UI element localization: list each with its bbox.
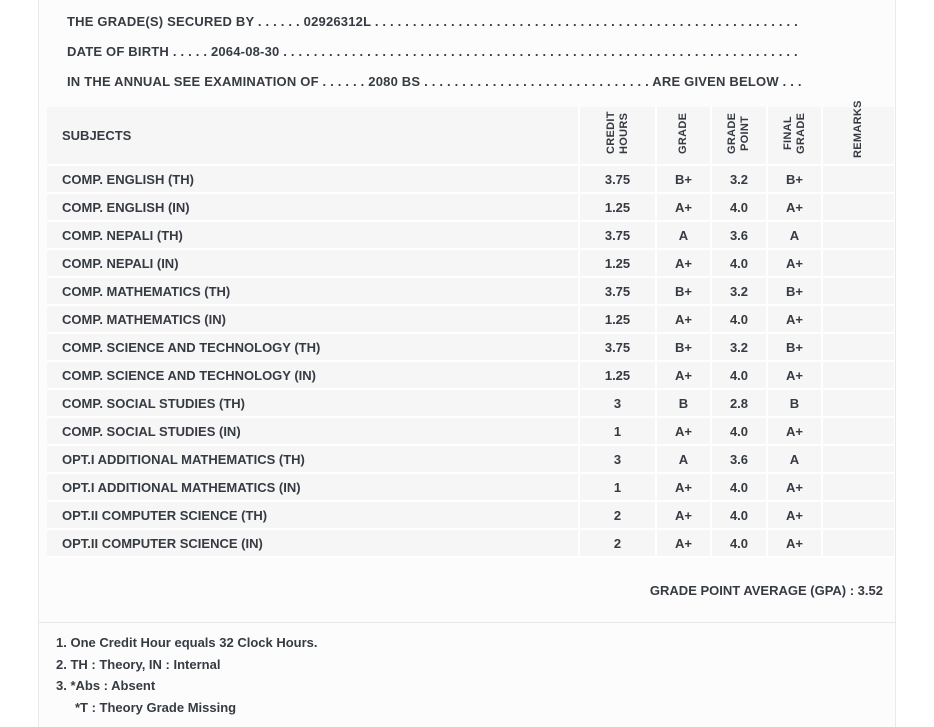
- table-row: [47, 306, 894, 334]
- credit-hours-cell: 3: [580, 446, 657, 474]
- credit-hours-cell: 3.75: [580, 166, 657, 194]
- remarks-cell: [823, 530, 894, 558]
- grade-cell: A: [657, 222, 712, 250]
- credit-hours-cell: 3.75: [580, 334, 657, 362]
- table-row: [47, 446, 894, 474]
- grade-point-cell: 2.8: [712, 390, 768, 418]
- subject-cell: COMP. SCIENCE AND TECHNOLOGY (IN): [47, 362, 580, 390]
- table-row: [47, 418, 894, 446]
- remarks-cell: [823, 418, 894, 446]
- grade-point-cell: 3.2: [712, 166, 768, 194]
- final-grade-cell: A+: [768, 362, 823, 390]
- grade-point-cell: 4.0: [712, 194, 768, 222]
- credit-hours-cell: 3.75: [580, 222, 657, 250]
- grade-cell: A+: [657, 530, 712, 558]
- remarks-cell: [823, 390, 894, 418]
- subject-cell: OPT.II COMPUTER SCIENCE (IN): [47, 530, 580, 558]
- grade-point-cell: 4.0: [712, 362, 768, 390]
- final-grade-cell: B+: [768, 166, 823, 194]
- grade-cell: B+: [657, 278, 712, 306]
- grade-point-cell: 4.0: [712, 250, 768, 278]
- table-header-row: [47, 107, 894, 166]
- credit-hours-cell: 1.25: [580, 362, 657, 390]
- footnote-theory-grade-missing: *T : Theory Grade Missing: [75, 699, 237, 715]
- remarks-cell: [823, 362, 894, 390]
- grade-point-cell: 3.2: [712, 278, 768, 306]
- grade-cell: A: [657, 446, 712, 474]
- final-grade-cell: A+: [768, 306, 823, 334]
- remarks-cell: [823, 306, 894, 334]
- subject-cell: OPT.I ADDITIONAL MATHEMATICS (IN): [47, 474, 580, 502]
- grade-point-cell: 4.0: [712, 530, 768, 558]
- credit-hours-cell: 1.25: [580, 306, 657, 334]
- grade-cell: A+: [657, 194, 712, 222]
- remarks-cell: [823, 502, 894, 530]
- table-row: [47, 390, 894, 418]
- final-grade-cell: A+: [768, 502, 823, 530]
- grade-point-cell: 3.2: [712, 334, 768, 362]
- credit-hours-cell: 1.25: [580, 194, 657, 222]
- grade-point-rotated-label: GRADE POINT: [726, 112, 751, 154]
- subject-cell: COMP. ENGLISH (TH): [47, 166, 580, 194]
- subject-cell: COMP. NEPALI (TH): [47, 222, 580, 250]
- grade-point-cell: 4.0: [712, 306, 768, 334]
- grade-point-cell: 4.0: [712, 474, 768, 502]
- credit-hours-cell: 2: [580, 530, 657, 558]
- credit-hours-cell: 1: [580, 474, 657, 502]
- subject-cell: COMP. MATHEMATICS (IN): [47, 306, 580, 334]
- column-header-grade-point: [712, 107, 768, 166]
- footnotes: [39, 623, 895, 718]
- table-row: [47, 166, 894, 194]
- grade-rotated-label: GRADE: [677, 112, 689, 154]
- table-row: [47, 474, 894, 502]
- remarks-cell: [823, 250, 894, 278]
- table-row: [47, 362, 894, 390]
- column-header-remarks: [823, 100, 894, 166]
- column-header-credit-hours: [580, 107, 657, 166]
- final-grade-cell: B: [768, 390, 823, 418]
- table-row: [47, 222, 894, 250]
- subject-cell: COMP. SOCIAL STUDIES (IN): [47, 418, 580, 446]
- grade-point-cell: 3.6: [712, 222, 768, 250]
- credit-hours-cell: 1: [580, 418, 657, 446]
- credit-hours-cell: 3.75: [580, 278, 657, 306]
- remarks-cell: [823, 222, 894, 250]
- grade-cell: A+: [657, 306, 712, 334]
- grades-table: [47, 100, 894, 558]
- grade-cell: B: [657, 390, 712, 418]
- table-row: [47, 250, 894, 278]
- final-grade-cell: A+: [768, 474, 823, 502]
- table-row: [47, 278, 894, 306]
- grade-cell: A+: [657, 418, 712, 446]
- intro-line-grades-secured-by: THE GRADE(S) SECURED BY . . . . . . 02926312L . . . . . . . . . . . . . . . . . . . . . . . . . . . . . . . . . . . . . . . . . . . . . . . . . . . . . . . .: [67, 14, 798, 29]
- column-header-grade: [657, 107, 712, 166]
- intro-lines: [39, 7, 895, 97]
- final-grade-cell: A+: [768, 418, 823, 446]
- footnote-th-in: 2. TH : Theory, IN : Internal: [56, 656, 221, 672]
- grade-cell: B+: [657, 166, 712, 194]
- subject-cell: COMP. NEPALI (IN): [47, 250, 580, 278]
- remarks-cell: [823, 334, 894, 362]
- subject-cell: OPT.I ADDITIONAL MATHEMATICS (TH): [47, 446, 580, 474]
- subject-cell: COMP. SOCIAL STUDIES (TH): [47, 390, 580, 418]
- final-grade-cell: A+: [768, 250, 823, 278]
- final-grade-cell: A: [768, 222, 823, 250]
- grade-cell: A+: [657, 502, 712, 530]
- final-grade-cell: A+: [768, 530, 823, 558]
- credit-hours-cell: 1.25: [580, 250, 657, 278]
- column-header-subjects: SUBJECTS: [47, 107, 580, 166]
- grade-cell: A+: [657, 362, 712, 390]
- final-grade-cell: A+: [768, 194, 823, 222]
- subject-cell: COMP. SCIENCE AND TECHNOLOGY (TH): [47, 334, 580, 362]
- footnote-credit-hour: 1. One Credit Hour equals 32 Clock Hours.: [56, 635, 318, 650]
- grade-cell: A+: [657, 474, 712, 502]
- credit-hours-cell: 2: [580, 502, 657, 530]
- final-grade-cell: A: [768, 446, 823, 474]
- subject-cell: COMP. ENGLISH (IN): [47, 194, 580, 222]
- remarks-rotated-label: REMARKS: [852, 100, 864, 158]
- final-grade-cell: B+: [768, 334, 823, 362]
- footnote-abs: 3. *Abs : Absent: [56, 678, 156, 693]
- intro-line-examination-year: IN THE ANNUAL SEE EXAMINATION OF . . . . . . 2080 BS . . . . . . . . . . . . . . . . . . . . . . . . . . . . . . ARE GIVEN BELOW . . .: [67, 74, 802, 89]
- subject-cell: COMP. MATHEMATICS (TH): [47, 278, 580, 306]
- table-row: [47, 194, 894, 222]
- column-header-final-grade: [768, 107, 823, 166]
- grade-sheet-panel: [38, 0, 896, 727]
- table-row: [47, 502, 894, 530]
- remarks-cell: [823, 278, 894, 306]
- credit-hours-rotated-label: CREDIT HOURS: [604, 111, 630, 155]
- grade-point-cell: 4.0: [712, 418, 768, 446]
- final-grade-rotated-label: FINAL GRADE: [781, 112, 807, 154]
- final-grade-cell: B+: [768, 278, 823, 306]
- remarks-cell: [823, 474, 894, 502]
- grade-point-cell: 3.6: [712, 446, 768, 474]
- remarks-cell: [823, 166, 894, 194]
- remarks-cell: [823, 194, 894, 222]
- table-row: [47, 334, 894, 362]
- grade-cell: B+: [657, 334, 712, 362]
- intro-line-date-of-birth: DATE OF BIRTH . . . . . 2064-08-30 . . . . . . . . . . . . . . . . . . . . . . . . . . . . . . . . . . . . . . . . . . . . . . . . . . . . . . . . . . . . . . . . . . . .: [67, 44, 798, 59]
- table-row: [47, 530, 894, 558]
- gpa-line: GRADE POINT AVERAGE (GPA) : 3.52: [649, 583, 883, 598]
- grade-cell: A+: [657, 250, 712, 278]
- grade-point-cell: 4.0: [712, 502, 768, 530]
- remarks-cell: [823, 446, 894, 474]
- subject-cell: OPT.II COMPUTER SCIENCE (TH): [47, 502, 580, 530]
- credit-hours-cell: 3: [580, 390, 657, 418]
